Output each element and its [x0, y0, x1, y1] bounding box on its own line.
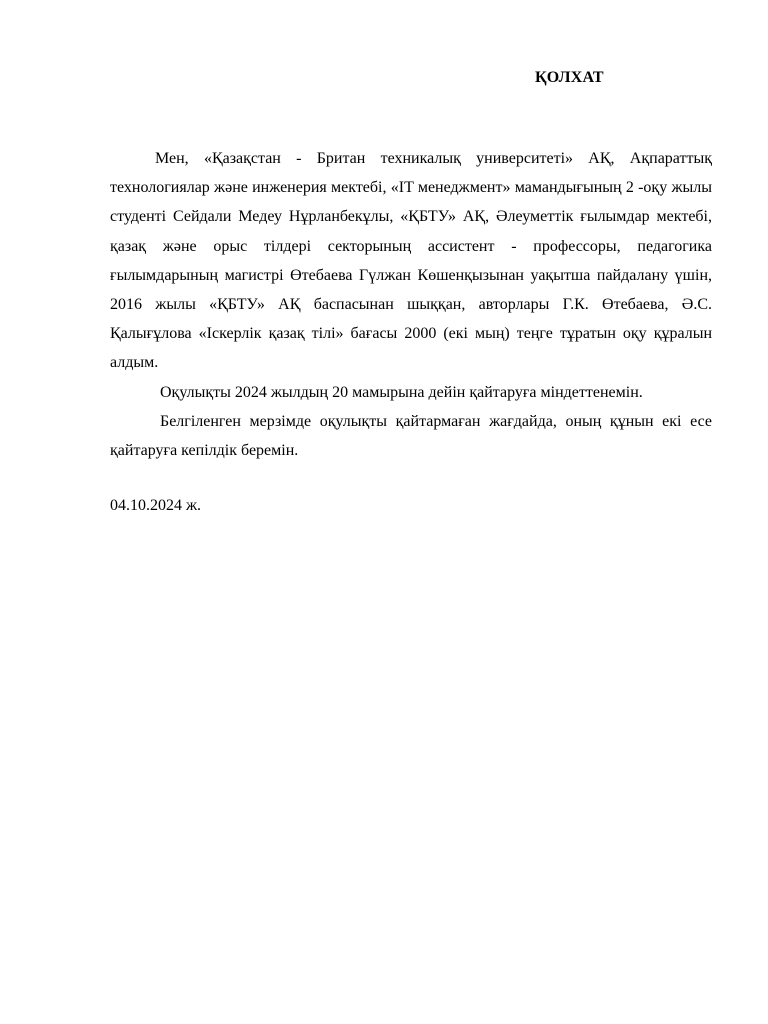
document-title: ҚОЛХАТ: [535, 69, 604, 86]
paragraph-receipt-statement: Мен, «Қазақстан - Британ техникалық университеті» АҚ, Ақпараттық технологиялар және инженерия мектебі, «IT менеджмент» мамандығының 2 -оқу жылы студенті Сейдали Медеу Нұрланбекұлы, «ҚБТУ» АҚ, Әлеуметтік ғылымдар мектебі, қазақ және орыс тілдері секторының ассистент - профессоры, педагогика ғылымдарының магистрі Өтебаева Гүлжан Көшенқызынан уақытша пайдалану үшін, 2016 жылы «ҚБТУ» АҚ баспасынан шыққан, авторлары Г.К. Өтебаева, Ә.С. Қалығұлова «Іскерлік қазақ тілі» бағасы 2000 (екі мың) теңге тұратын оқу құралын алдым.: [110, 150, 712, 372]
paragraph-return-obligation: Оқулықты 2024 жылдың 20 мамырына дейін қайтаруға міндеттенемін.: [160, 383, 643, 401]
document-date: 04.10.2024 ж.: [110, 497, 202, 514]
document-body: [110, 144, 712, 465]
paragraph-guarantee: Белгіленген мерзімде оқулықты қайтармаған жағдайда, оның құнын екі есе қайтаруға кепілдік беремін.: [110, 412, 712, 460]
